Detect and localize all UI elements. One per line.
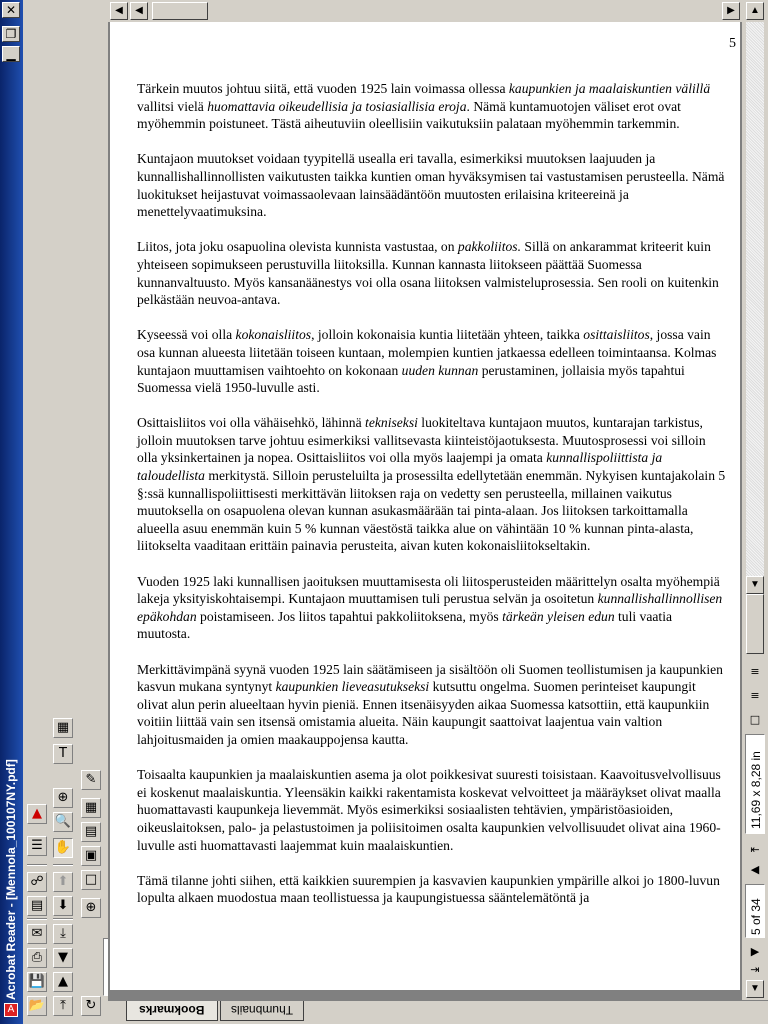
paragraph: Vuoden 1925 laki kunnallisen jaoituksen muuttamisesta oli liitosperusteiden määrittelyn osalta myöhempiä lakeja yksityiskohtaisempi. Kuntajaon muuttamisen tuli perustua selvän ja osoitetun kunnallishallinnollisen epäkohdan poistamiseen. Jos liitos tapahtui pakkoliitoksena, myös tärkeän yleisen edun tuli vaatia muutosta. bbox=[137, 573, 723, 642]
next-page-nav-icon[interactable]: ▶ bbox=[750, 945, 760, 958]
show-hide-navigation-icon[interactable]: ▤ bbox=[27, 896, 47, 916]
go-forward-icon[interactable]: ⬆ bbox=[53, 872, 73, 892]
page-indicator: 5 of 34 bbox=[749, 898, 763, 935]
acrobat-app-icon: A bbox=[4, 1003, 18, 1017]
adobe-online-icon[interactable]: ▲ bbox=[27, 804, 47, 824]
prev-page-nav-icon[interactable]: ◀ bbox=[750, 863, 760, 876]
navigation-tabs bbox=[108, 1000, 768, 1024]
reflow-icon[interactable]: ▦ bbox=[81, 798, 101, 818]
paragraph: Toisaalta kaupunkien ja maalaiskuntien asema ja olot poikkesivat suuresti toisistaan. Kaavoitusvelvollisuus ei koskenut maalaiskuntia. Yleensäkin kaikki rakentamista koskevat velvoitteet ja määräykset olivat maalla huomattavasti kaupunkeja lievemmät. Myös esimerkiksi sosiaalisten tehtävien, ympäristöasioiden, oikeuslaitoksen, palo- ja pelastustoimen ja poliisitoimen osalta kaupunkien velvollisuudet olivat aina 1960-luvulle asti huomattavasti laajemmat kuin maalaiskuntien. bbox=[137, 767, 721, 853]
save-icon[interactable]: 💾 bbox=[27, 972, 47, 992]
toolbar bbox=[23, 0, 108, 1024]
page-size-field bbox=[745, 734, 765, 834]
window-title: Acrobat Reader - [Mennola_100107NY.pdf] bbox=[4, 759, 18, 1000]
paragraph: Merkittävimpänä syynä vuoden 1925 lain säätämiseen ja sisältöön oli Suomen teollistumisen ja kaupunkien kasvun mukana syntynyt kaupunkien lieveasutukseksi kutsuttu ongelma. Suomen perinteiset kaupungit olivat alun perin alueeltaan hyvin pieniä. Ennen itsenäisyyden aikaa Suomessa katsottiin, että kaupunkiin voitiin liittää vain sen itsensä omistamia alueita. Näin kaupungit saattoivat laajentua vain valtion lahjoitusmaiden ja omien maakauppojensa kautta. bbox=[137, 661, 723, 747]
minimize-window-button[interactable]: ▁ bbox=[2, 46, 20, 62]
previous-page-icon[interactable]: ▲ bbox=[53, 972, 73, 992]
email-icon[interactable]: ✉ bbox=[27, 924, 47, 944]
scroll-up-icon[interactable]: ▲ bbox=[746, 2, 764, 20]
scroll-right-icon[interactable]: ▶ bbox=[722, 2, 740, 20]
paragraph: Tärkein muutos johtuu siitä, että vuoden 1925 lain voimassa ollessa kaupunkien ja maalaiskuntien välillä vallitsi vielä huomattavia oikeudellisia ja tosiasiallisia eroja. Nämä kuntamuotojen väliset erot ovat myöhemmin poistuneet. Tästä aiheutuviin oleellisiin vaikutuksiin palataan myöhemmin tarkemmin. bbox=[137, 81, 711, 132]
text-select-icon[interactable]: ☰ bbox=[27, 836, 47, 856]
zoom-tool-icon[interactable]: 🔍 bbox=[53, 812, 73, 832]
scroll-left-page-icon[interactable]: ◀ bbox=[130, 2, 148, 20]
vertical-scroll-thumb[interactable] bbox=[746, 594, 764, 654]
scroll-left-icon[interactable]: ◀ bbox=[110, 2, 128, 20]
pdf-page bbox=[110, 22, 740, 990]
paragraph: Tämä tilanne johti siihen, että kaikkien suurempien ja kasvavien kaupunkien ympärille alkoi jo 1800-luvun lopulta alkaen muodostua maan teollistuessa ja kaupungistuessa sääntelemätöntä ja bbox=[137, 872, 720, 906]
paragraph: Osittaisliitos voi olla vähäisehkö, lähinnä tekniseksi luokiteltava kuntajaon muutos, kuntarajan tarkistus, jolloin muutoksen tarve johtuu esimerkiksi vallitsevasta kiinteistöjaotuksesta. Muutosprosessi voi silloin olla yksinkertainen ja nopea. Osittaisliitos voi olla myös laajempi ja omata kunnallispoliittista ja taloudellista merkitystä. Silloin perusteluilta ja prosessilta edellytetään enemmän. Nykyisen kuntajakolain 5 §:ssä kunnallispoliittisesti merkittävän liitoksen raja on vedetty sen perusteella, millainen vaikutus muutoksella on osapuolena olevan kunnan asukasmäärään tai pinta-alaan. Jos liitoksen tarkoittamalla alueella asuu enemmän kuin 5 % kunnan väestöstä taikka alue on vähintään 10 % kunnan pinta-alasta, liitokselta vaaditaan erittäin painavia perusteita, aivan kuten kokonaisliitokseltakin. bbox=[137, 415, 726, 554]
facing-pages-icon[interactable]: □ bbox=[749, 713, 761, 726]
zoom-out-icon[interactable]: ⊕ bbox=[53, 788, 73, 808]
paragraph: Liitos, jota joku osapuolina olevista kunnista vastustaa, on pakkoliitos. Sillä on ankarammat kriteerit kuin yhteiseen sopimukseen perustuvilla liitoksilla. Kunnan kannasta liitokseen päättää Suomessa kunnanvaltuusto. Myös kansanäänestys voi olla osana liitoksen valmisteluprosessia. Sen rooli on kuitenkin pelkästään neuvoa-antava. bbox=[137, 239, 719, 308]
restore-window-button[interactable]: ❐ bbox=[2, 26, 20, 42]
open-icon[interactable]: 📂 bbox=[27, 996, 47, 1016]
vertical-scrollbar[interactable] bbox=[742, 0, 768, 1000]
tab-bookmarks-label: Bookmarks bbox=[139, 1003, 205, 1017]
horizontal-scrollbar[interactable] bbox=[108, 0, 742, 22]
first-page-icon[interactable]: ⤒ bbox=[53, 996, 73, 1016]
scroll-down-small-icon[interactable]: ▼ bbox=[746, 576, 764, 594]
single-page-icon[interactable]: ≡ bbox=[750, 665, 760, 678]
first-page-nav-icon[interactable]: ⇤ bbox=[750, 843, 760, 856]
page-indicator-field[interactable] bbox=[745, 884, 765, 938]
find-icon[interactable]: ✎ bbox=[81, 770, 101, 790]
scroll-down-icon[interactable]: ▼ bbox=[746, 980, 764, 998]
next-page-icon[interactable]: ▼ bbox=[53, 948, 73, 968]
paragraph: Kuntajaon muutokset voidaan tyypitellä usealla eri tavalla, esimerkiksi muutoksen laajuuden ja kunnallishallinnollisten vaikutusten taikka kuntien oman hyväksymisen tai vastustamisen perusteella. Nämä luokitukset heijastuvat voimassaolevaan lainsäädäntöön muutosten erilaisina kriteereinä ja menettelyvaatimuksina. bbox=[137, 151, 725, 220]
continuous-icon[interactable]: ≡ bbox=[750, 689, 760, 702]
rotate-icon[interactable]: ↻ bbox=[81, 996, 101, 1016]
page-number: 5 bbox=[729, 36, 736, 51]
tab-bookmarks[interactable] bbox=[126, 1001, 218, 1021]
actual-size-icon[interactable]: □ bbox=[81, 870, 101, 890]
fit-page-icon[interactable]: ▣ bbox=[81, 846, 101, 866]
last-page-icon[interactable]: ⤓ bbox=[53, 924, 73, 944]
go-back-icon[interactable]: ⬇ bbox=[53, 896, 73, 916]
zoom-in-icon[interactable]: ⊕ bbox=[81, 898, 101, 918]
print-icon[interactable]: ⎙ bbox=[27, 948, 47, 968]
last-page-nav-icon[interactable]: ⇥ bbox=[750, 963, 760, 976]
vertical-scroll-track[interactable] bbox=[746, 22, 764, 582]
graphics-select-icon[interactable]: ▦ bbox=[53, 718, 73, 738]
search-web-icon[interactable]: ☍ bbox=[27, 872, 47, 892]
hand-tool-icon[interactable]: ✋ bbox=[53, 838, 73, 858]
tab-thumbnails-label: Thumbnails bbox=[230, 1003, 294, 1017]
text-tool-icon[interactable]: T bbox=[53, 744, 73, 764]
window-title-bar[interactable] bbox=[0, 0, 23, 1024]
page-text bbox=[137, 80, 727, 925]
horizontal-scroll-thumb[interactable] bbox=[152, 2, 208, 20]
document-view[interactable] bbox=[108, 0, 768, 1000]
paragraph: Kyseessä voi olla kokonaisliitos, jolloin kokonaisia kuntia liitetään yhteen, taikka osittaisliitos, jossa vain osa kunnan alueesta liitetään toiseen kuntaan, molempien kuntien jatkaessa edelleen toimintaansa. Kolmas kuntajaon muuttamisen vaihtoehto on kokonaan uuden kunnan perustaminen, jollaisia myös tapahtui Suomessa vielä 1950-luvulle asti. bbox=[137, 327, 717, 396]
tab-thumbnails[interactable] bbox=[220, 1001, 304, 1021]
close-window-button[interactable]: ✕ bbox=[2, 2, 20, 18]
page-size-label: 11,69 x 8,28 in bbox=[749, 751, 763, 829]
fit-width-icon[interactable]: ▤ bbox=[81, 822, 101, 842]
